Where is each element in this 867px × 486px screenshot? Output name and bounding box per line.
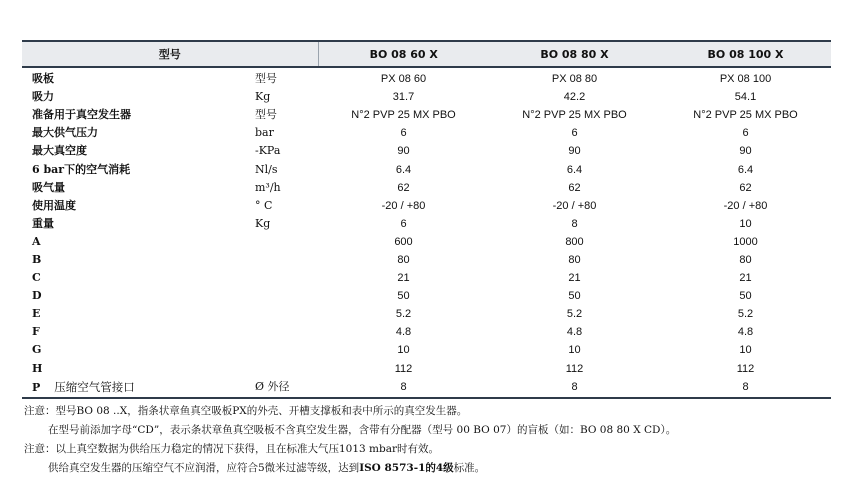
table-row <box>22 215 831 233</box>
table-row <box>22 251 831 269</box>
row-label: B <box>32 252 42 266</box>
row-unit: bar <box>255 126 274 140</box>
row-value-model-2: 5.2 <box>566 308 583 321</box>
table-row <box>22 360 831 378</box>
row-value-model-3: 21 <box>739 272 752 285</box>
row-value-model-2: 8 <box>489 378 660 398</box>
row-value-model-2: 10 <box>568 344 581 357</box>
table-row <box>22 67 831 88</box>
row-label: D <box>32 289 42 303</box>
row-unit <box>255 305 318 323</box>
row-value-model-2: 8 <box>571 217 578 230</box>
row-value-model-1: 6 <box>400 217 407 230</box>
row-label: C <box>32 271 41 285</box>
row-label-cell <box>22 323 255 341</box>
row-value-model-1: 600 <box>394 235 413 248</box>
row-value-model-2: -20 / +80 <box>552 199 597 212</box>
row-label: E <box>32 307 41 321</box>
row-unit <box>255 360 318 378</box>
row-value-model-3: 1000 <box>733 235 758 248</box>
table-row <box>22 88 831 106</box>
table-row <box>22 341 831 359</box>
row-unit: 型号 <box>255 108 277 122</box>
row-label: A <box>32 234 41 248</box>
row-label-cell <box>22 305 255 323</box>
row-value-model-3: 112 <box>736 362 755 375</box>
row-unit: 型号 <box>255 72 277 86</box>
row-label: 吸力 <box>32 90 54 104</box>
row-label-cell <box>22 179 255 197</box>
row-value-model-3: 8 <box>660 378 831 398</box>
row-value-model-3: 90 <box>739 145 752 158</box>
row-value-model-2: 62 <box>568 181 581 194</box>
table-row <box>22 160 831 178</box>
row-unit: Kg <box>255 216 271 230</box>
row-value-model-1: 10 <box>397 344 410 357</box>
row-value-model-3: 4.8 <box>737 326 754 339</box>
row-value-model-3: N°2 PVP 25 MX PBO <box>693 109 798 122</box>
row-unit: Ø 外径 <box>255 378 318 398</box>
row-value-model-3: PX 08 100 <box>719 73 772 86</box>
row-label-cell <box>22 142 255 160</box>
spec-body <box>22 67 831 398</box>
row-value-model-2: 42.2 <box>563 91 586 104</box>
notes-section <box>24 402 854 478</box>
row-value-model-1: 80 <box>397 253 410 266</box>
row-value-model-2: 6 <box>571 127 578 140</box>
row-label: 最大供气压力 <box>32 126 98 140</box>
row-value-model-3: 10 <box>739 217 752 230</box>
row-value-model-2: PX 08 80 <box>551 73 598 86</box>
row-label-cell <box>22 67 255 88</box>
header-model-2: BO 08 80 X <box>489 41 660 67</box>
row-value-model-3: 50 <box>739 290 752 303</box>
row-unit <box>255 341 318 359</box>
row-value-model-2: 21 <box>568 272 581 285</box>
row-value-model-1: 31.7 <box>392 91 415 104</box>
row-label: 吸气量 <box>32 180 65 194</box>
row-label-cell <box>22 88 255 106</box>
row-label-cell <box>22 360 255 378</box>
header-model-3: BO 08 100 X <box>660 41 831 67</box>
table-row <box>22 197 831 215</box>
header-model-label: 型号 <box>22 41 318 67</box>
row-value-model-1: 21 <box>397 272 410 285</box>
note-3: 注意：以上真空数据为供给压力稳定的情况下获得，且在标准大气压1013 mbar时有效。 <box>24 443 440 455</box>
row-label-cell <box>22 124 255 142</box>
row-label: 6 bar下的空气消耗 <box>32 162 131 176</box>
row-unit: m³/h <box>255 180 281 194</box>
table-row <box>22 142 831 160</box>
row-label-cell <box>22 287 255 305</box>
row-value-model-1: 50 <box>397 290 410 303</box>
row-value-model-1: 6.4 <box>395 163 412 176</box>
table-row <box>22 233 831 251</box>
row-unit: Kg <box>255 90 271 104</box>
row-label: P <box>32 380 41 394</box>
row-label: 吸板 <box>32 72 54 86</box>
row-unit <box>255 251 318 269</box>
row-value-model-1: -20 / +80 <box>381 199 426 212</box>
row-value-model-2: 6.4 <box>566 163 583 176</box>
row-value-model-1: 90 <box>397 145 410 158</box>
row-unit: -KPa <box>255 144 281 158</box>
header-model-1: BO 08 60 X <box>318 41 489 67</box>
row-sublabel: 压缩空气管接口 <box>54 379 135 394</box>
row-label: 重量 <box>32 216 54 230</box>
row-value-model-2: 80 <box>568 253 581 266</box>
note-1: 注意：型号BO 08 ..X，指条状章鱼真空吸板PX的外壳、开槽支撑板和表中所示的真空发生器。 <box>24 405 468 417</box>
note-4-text: 供给真空发生器的压缩空气不应润滑，应符合5微米过滤等级，达到 <box>48 462 360 474</box>
row-value-model-3: 62 <box>739 181 752 194</box>
row-value-model-2: 4.8 <box>566 326 583 339</box>
row-value-model-1: 112 <box>394 362 413 375</box>
row-value-model-1: 62 <box>397 181 410 194</box>
row-value-model-3: 54.1 <box>734 91 757 104</box>
row-value-model-3: 6.4 <box>737 163 754 176</box>
row-value-model-1: N°2 PVP 25 MX PBO <box>351 109 456 122</box>
row-label-cell <box>22 251 255 269</box>
row-label-cell <box>22 233 255 251</box>
row-label-cell <box>22 215 255 233</box>
row-label-cell <box>22 160 255 178</box>
row-unit: ° C <box>255 198 273 212</box>
row-value-model-3: -20 / +80 <box>723 199 768 212</box>
row-unit <box>255 323 318 341</box>
table-row <box>22 323 831 341</box>
note-4-standard: ISO 8573-1的4级 <box>359 462 454 474</box>
row-label: 最大真空度 <box>32 144 87 158</box>
row-label: 使用温度 <box>32 198 76 212</box>
row-label-cell <box>22 269 255 287</box>
note-2: 在型号前添加字母“CD”，表示条状章鱼真空吸板不含真空发生器，含带有分配器（型号 00 BO 07）的盲板（如：BO 08 80 X CD）。 <box>48 424 677 436</box>
row-value-model-1: 4.8 <box>395 326 412 339</box>
row-label-cell <box>22 341 255 359</box>
row-value-model-1: 8 <box>318 378 489 398</box>
row-unit <box>255 233 318 251</box>
row-label-cell <box>22 197 255 215</box>
row-value-model-2: 800 <box>565 235 584 248</box>
row-value-model-3: 6 <box>742 127 749 140</box>
row-unit: Nl/s <box>255 162 278 176</box>
row-value-model-1: 5.2 <box>395 308 412 321</box>
table-row <box>22 179 831 197</box>
row-label-cell <box>22 378 255 398</box>
row-value-model-2: 50 <box>568 290 581 303</box>
row-unit <box>255 269 318 287</box>
table-row <box>22 305 831 323</box>
row-value-model-2: 112 <box>565 362 584 375</box>
row-label-cell <box>22 106 255 124</box>
note-4-end: 标准。 <box>453 462 486 474</box>
table-header-row <box>22 41 831 67</box>
table-row <box>22 269 831 287</box>
row-label: F <box>32 325 40 339</box>
row-value-model-3: 80 <box>739 253 752 266</box>
row-value-model-3: 10 <box>739 344 752 357</box>
row-value-model-2: N°2 PVP 25 MX PBO <box>522 109 627 122</box>
row-label: 准备用于真空发生器 <box>32 108 131 122</box>
table-row <box>22 287 831 305</box>
note-4 <box>24 459 854 478</box>
table-row <box>22 124 831 142</box>
row-value-model-2: 90 <box>568 145 581 158</box>
row-value-model-3: 5.2 <box>737 308 754 321</box>
spec-table <box>22 40 831 399</box>
row-unit <box>255 287 318 305</box>
table-row <box>22 106 831 124</box>
row-value-model-1: PX 08 60 <box>380 73 427 86</box>
row-label: H <box>32 361 43 375</box>
table-row <box>22 378 831 398</box>
row-label: G <box>32 343 42 357</box>
row-value-model-1: 6 <box>400 127 407 140</box>
